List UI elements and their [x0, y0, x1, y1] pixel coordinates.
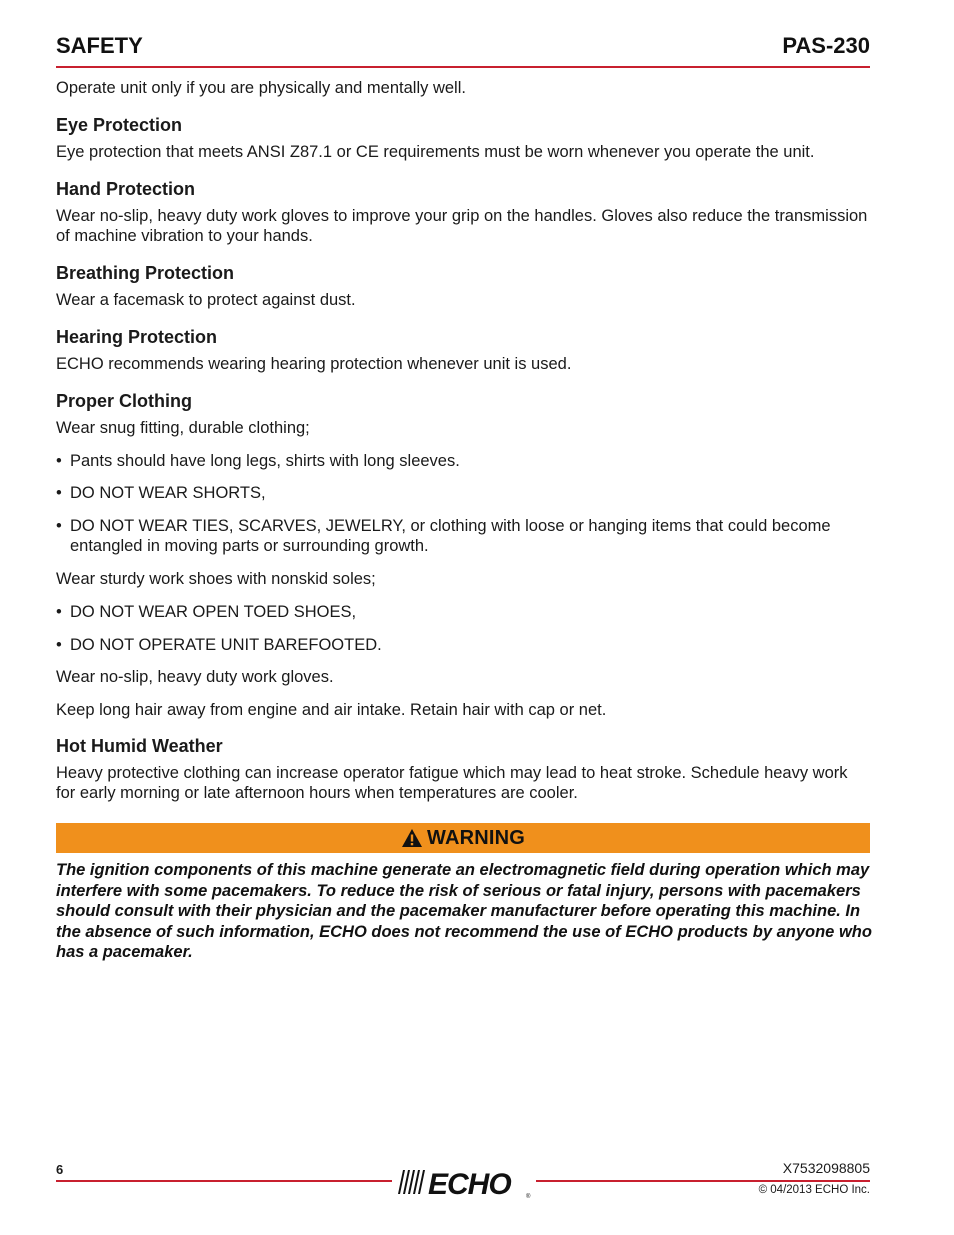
clothing-intro: Wear snug fitting, durable clothing; [56, 419, 310, 437]
eye-protection-heading: Eye Protection [56, 115, 183, 135]
warning-triangle-icon [401, 828, 423, 848]
proper-clothing-heading: Proper Clothing [56, 391, 192, 411]
svg-text:®: ® [526, 1194, 531, 1200]
footer-rule-left [56, 1180, 392, 1182]
eye-protection-text: Eye protection that meets ANSI Z87.1 or CE requirements must be worn whenever you operate the unit. [56, 143, 815, 161]
list-item [56, 635, 870, 655]
copyright-text: © 04/2013 ECHO Inc. [758, 1184, 870, 1196]
list-item-text: DO NOT WEAR OPEN TOED SHOES, [70, 603, 357, 621]
hand-protection-text: Wear no-slip, heavy duty work gloves to improve your grip on the handles. Gloves also reduce the transmission of machine vibration to your hands. [56, 207, 868, 245]
intro-text: Operate unit only if you are physically and mentally well. [56, 79, 466, 97]
list-item [56, 483, 870, 503]
logo-wordmark: ECHO [428, 1168, 511, 1200]
breathing-protection-heading: Breathing Protection [56, 263, 235, 283]
bullet-icon: • [56, 603, 62, 621]
footer-rule-right [536, 1180, 870, 1182]
page-number: 6 [56, 1162, 64, 1177]
list-item-text: DO NOT WEAR TIES, SCARVES, JEWELRY, or clothing with loose or hanging items that could become entangled in moving parts or surrounding growth. [70, 517, 831, 555]
list-item-text: DO NOT WEAR SHORTS, [70, 484, 266, 502]
hearing-protection-heading: Hearing Protection [56, 327, 218, 347]
echo-logo [394, 1166, 536, 1200]
warning-label: WARNING [426, 826, 526, 849]
document-code: X7532098805 [782, 1160, 870, 1176]
list-item-text: DO NOT OPERATE UNIT BAREFOOTED. [70, 636, 382, 654]
page-header [56, 30, 870, 68]
gloves-text: Wear no-slip, heavy duty work gloves. [56, 668, 334, 686]
warning-banner [56, 823, 870, 853]
hot-humid-weather-text: Heavy protective clothing can increase operator fatigue which may lead to heat stroke. Schedule heavy work for early morning or late afternoon hours when temperatures are cooler. [56, 764, 848, 802]
hair-text: Keep long hair away from engine and air intake. Retain hair with cap or net. [56, 701, 607, 719]
model-number: PAS-230 [782, 33, 870, 58]
list-item [56, 516, 870, 556]
shoes-intro: Wear sturdy work shoes with nonskid soles; [56, 570, 376, 588]
list-item [56, 451, 870, 471]
bullet-icon: • [56, 452, 62, 470]
hearing-protection-text: ECHO recommends wearing hearing protection whenever unit is used. [56, 355, 572, 373]
bullet-icon: • [56, 517, 62, 535]
bullet-icon: • [56, 636, 62, 654]
safety-content [56, 78, 870, 803]
list-item [56, 602, 870, 622]
list-item-text: Pants should have long legs, shirts with long sleeves. [70, 452, 460, 470]
hand-protection-heading: Hand Protection [56, 179, 196, 199]
warning-text: The ignition components of this machine generate an electromagnetic field during operation which may interfere with some pacemakers. To reduce the risk of serious or fatal injury, persons with pacemakers should consult with their physician and the pacemaker manufacturer before operating this machine. In the absence of such information, ECHO does not recommend the use of ECHO products by anyone who has a pacemaker. [56, 861, 872, 961]
hot-humid-weather-heading: Hot Humid Weather [56, 736, 223, 756]
bullet-icon: • [56, 484, 62, 502]
section-title: SAFETY [56, 33, 143, 58]
breathing-protection-text: Wear a facemask to protect against dust. [56, 291, 356, 309]
